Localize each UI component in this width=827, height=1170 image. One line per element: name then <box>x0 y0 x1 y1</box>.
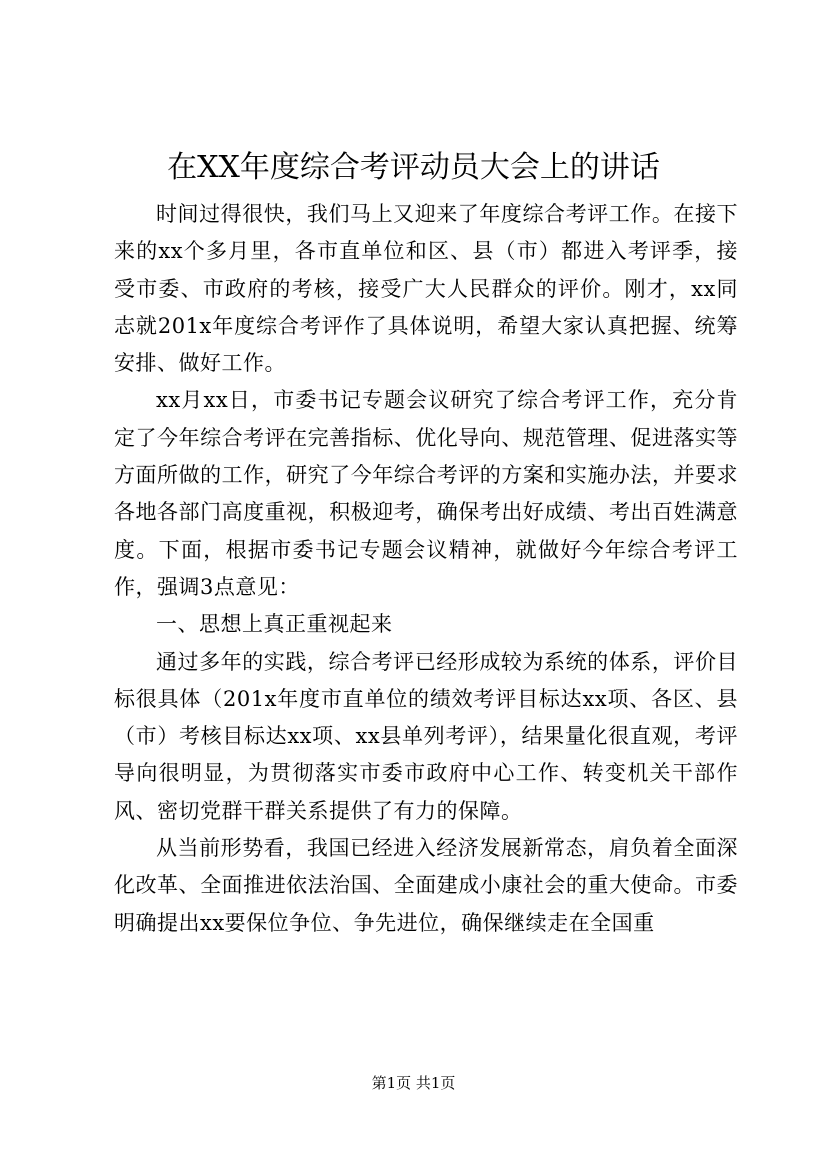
paragraph-4: 从当前形势看，我国已经进入经济发展新常态，肩负着全面深化改革、全面推进依法治国、全面建成小康社会的重大使命。市委明确提出xx要保位争位、争先进位，确保继续走在全国重 <box>114 836 738 935</box>
page-footer: 第1页 共1页 <box>371 1074 456 1092</box>
paragraph-1: 时间过得很快，我们马上又迎来了年度综合考评工作。在接下来的xx个多月里，各市直单位和区、县（市）都进入考评季，接受市委、市政府的考核，接受广大人民群众的评价。刚才，xx同志就201x年度综合考评作了具体说明，希望大家认真把握、统筹安排、做好工作。 <box>114 202 738 376</box>
paragraph-2: xx月xx日，市委书记专题会议研究了综合考评工作，充分肯定了今年综合考评在完善指标、优化导向、规范管理、促进落实等方面所做的工作，研究了今年综合考评的方案和实施办法，并要求各地各部门高度重视，积极迎考，确保考出好成绩、考出百姓满意度。下面，根据市委书记专题会议精神，就做好今年综合考评工作，强调3点意见： <box>114 388 738 599</box>
section-heading: 一、思想上真正重视起来 <box>156 612 393 637</box>
document-body <box>114 196 738 942</box>
paragraph-3: 通过多年的实践，综合考评已经形成较为系统的体系，评价目标很具体（201x年度市直单位的绩效考评目标达xx项、各区、县（市）考核目标达xx项、xx县单列考评），结果量化很直观，考评导向很明显，为贯彻落实市委市政府中心工作、转变机关干部作风、密切党群干群关系提供了有力的保障。 <box>114 649 738 823</box>
document-title: 在XX年度综合考评动员大会上的讲话 <box>167 150 660 185</box>
